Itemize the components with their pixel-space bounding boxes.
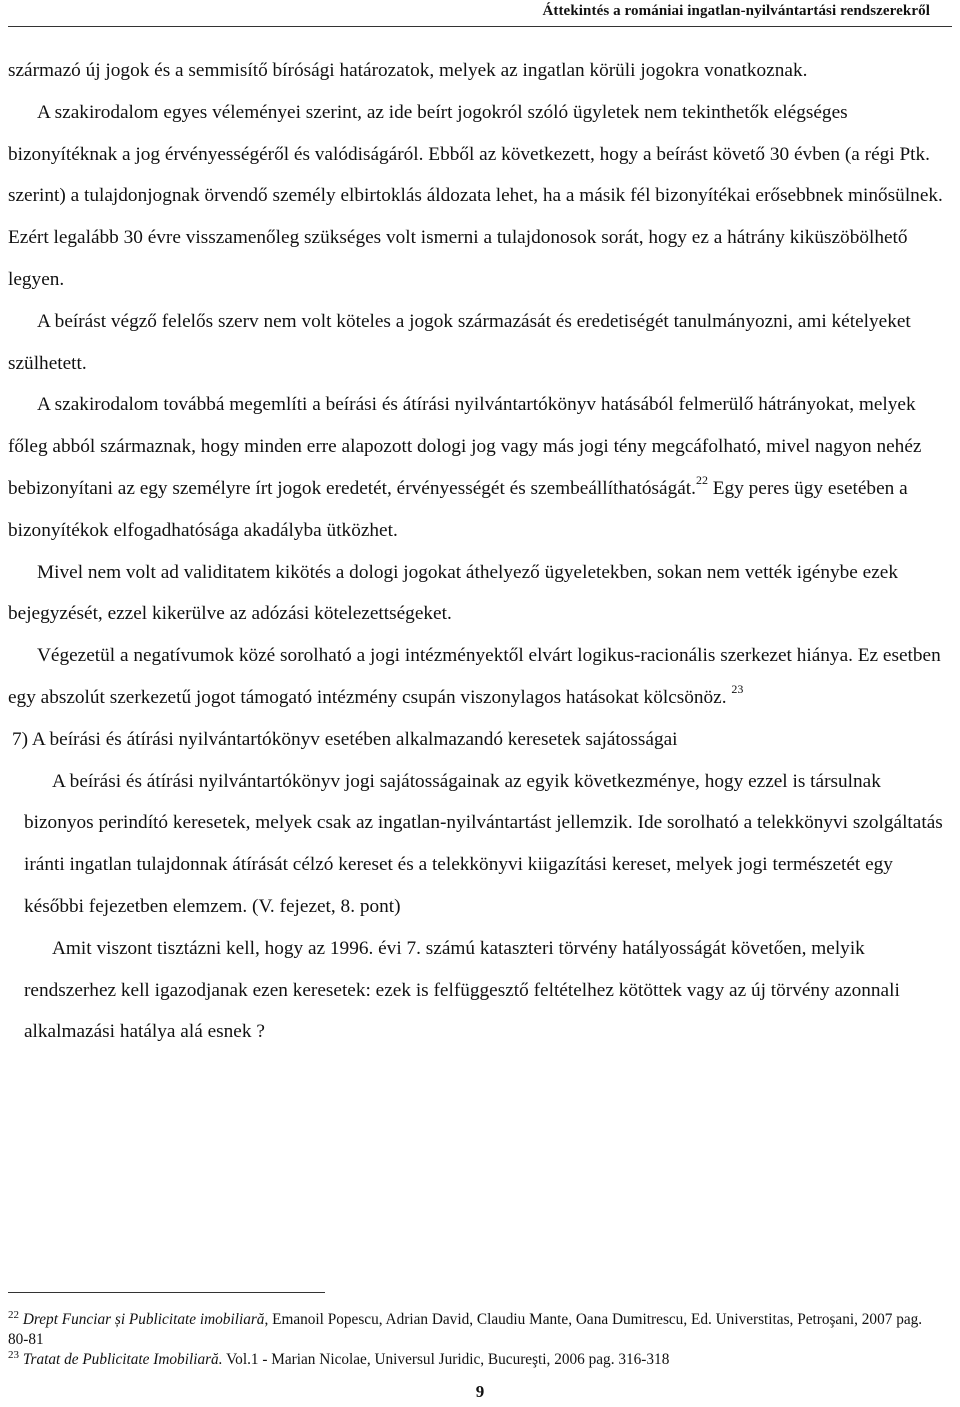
paragraph-continuation: származó új jogok és a semmisítő bírósági határozatok, melyek az ingatlan körüli jogokra vonatkoznak. xyxy=(8,60,808,81)
paragraph-3 xyxy=(8,384,952,551)
footnote-22 xyxy=(8,1310,940,1350)
paragraph-1: A szakirodalom egyes véleményei szerint, az ide beírt jogokról szóló ügyletek nem tekinthetők elégséges bizonyítéknak a jog érvényességéről és valódiságáról. Ebből az következett, hogy a beírást követő 30 évben (a régi Ptk. szerint) a tulajdonjognak örvendő személy elbirtoklás áldozata lehet, ha a másik fél bizonyítékai erősebbnek minősülnek. Ezért legalább 30 évre visszamenőleg szükséges volt ismerni a tulajdonosok sorát, hogy ez a hátrány kiküszöbölhető legyen. xyxy=(8,101,943,290)
footnote-number: 22 xyxy=(8,1309,19,1321)
paragraph-3-text-b: Egy peres ügy esetében a bizonyítékok elfogadhatósága akadályba ütközhet. xyxy=(8,477,908,541)
footnote-separator xyxy=(8,1292,325,1293)
footnote-number: 23 xyxy=(8,1349,19,1361)
section-paragraph-2: Amit viszont tisztázni kell, hogy az 1996. évi 7. számú kataszteri törvény hatályosságát követően, melyik rendszerhez kell igazodjanak ezen keresetek: ezek is felfüggesztő feltételhez kötöttek vagy az új törvény azonnali alkalmazási hatálya alá esnek ? xyxy=(24,937,900,1043)
footnote-title: Drept Funciar și Publicitate imobiliară xyxy=(22,1311,265,1328)
paragraph-2: A beírást végző felelős szerv nem volt köteles a jogok származását és eredetiségét tanulmányozni, ami kételyeket szülhetett. xyxy=(8,310,911,374)
page-number: 9 xyxy=(475,1382,485,1401)
footnote-text: , Emanoil Popescu, Adrian David, Claudiu Mante, Oana Dumitrescu, Ed. Universtitas, Petroşani, 2007 pag. 80-81 xyxy=(8,1311,923,1348)
paragraph-3-text-a: A szakirodalom továbbá megemlíti a beírási és átírási nyilvántartókönyv hatásából felmerülő hátrányokat, melyek főleg abból származnak, hogy minden erre alapozott dologi jog vagy más jogi tény megcáfolható, mivel nagyon nehéz bebizonyítani az egy személyre írt jogok eredetét, érvényességét és szembeállíthatóságát. xyxy=(8,394,922,499)
footnotes xyxy=(8,1310,940,1370)
paragraph-5-text: Végezetül a negatívumok közé sorolható a jogi intézményektől elvárt logikus-racionális szerkezet hiánya. Ez esetben egy abszolút szerkezetű jogot támogató intézmény csupán viszonylagos hatásokat kölcsönöz. xyxy=(8,645,941,708)
body-text xyxy=(8,50,952,1053)
section-paragraph-1: A beírási és átírási nyilvántartókönyv jogi sajátosságainak az egyik következménye, hogy ezzel is társulnak bizonyos perindító keresetek, melyek csak az ingatlan-nyilvántartást jellemzik. Ide sorolható a telekkönyvi szolgáltatás iránti ingatlan tulajdonnak átírását célzó kereset és a telekkönyvi kiigazítási kereset, melyek jogi természetét egy későbbi fejezetben elemzem. (V. fejezet, 8. pont) xyxy=(24,770,943,917)
footnote-ref-22: 22 xyxy=(695,472,708,487)
footnote-ref-23: 23 xyxy=(731,681,744,696)
header-rule xyxy=(8,26,952,27)
running-header: Áttekintés a romániai ingatlan-nyilvántartási rendszerekről xyxy=(542,3,930,19)
footnote-title: Tratat de Publicitate Imobiliară. xyxy=(22,1351,223,1368)
paragraph-5 xyxy=(8,635,952,719)
section-heading: 7) A beírási és átírási nyilvántartókönyv esetében alkalmazandó keresetek sajátosságai xyxy=(12,728,678,750)
footnote-text: Vol.1 - Marian Nicolae, Universul Juridic, Bucureşti, 2006 pag. 316-318 xyxy=(222,1351,670,1368)
section-body xyxy=(8,761,952,1054)
footnote-23 xyxy=(8,1350,940,1370)
paragraph-4: Mivel nem volt ad validitatem kikötés a dologi jogokat áthelyező ügyeletekben, sokan nem vették igénybe ezek bejegyzését, ezzel kikerülve az adózási kötelezettségeket. xyxy=(8,561,898,625)
